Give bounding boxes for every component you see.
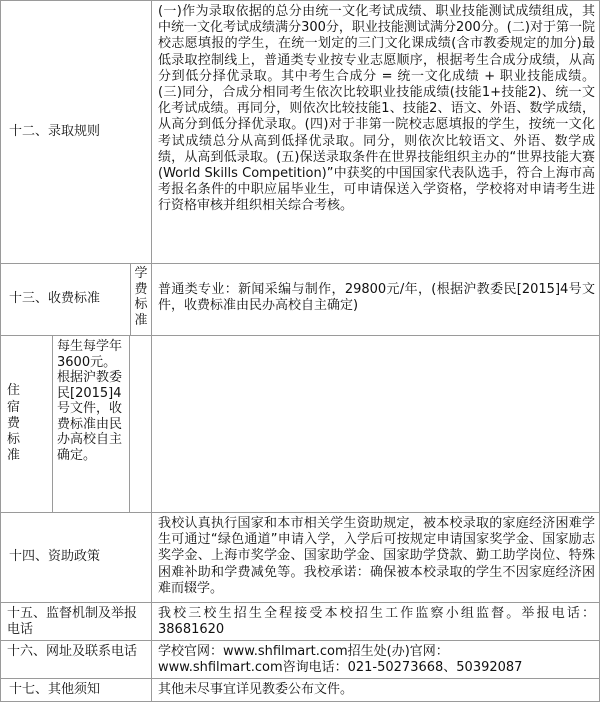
contact-phone-line: www.shfilmart.com咨询电话：021-50273668、50392087 [158,660,523,676]
website-line: 学校官网：www.shfilmart.com招生处(办)官网： [158,644,449,659]
admission-rules-content: (一)作为录取依据的总分由统一文化考试成绩、职业技能测试成绩组成，其中统一文化考试成绩满分300分，职业技能测试满分200分。(二)对于第一院校志愿填报的学生，在统一划定的三门文化课成绩(含市教委规定的加分)最低录取控制线上，普通类专业按专业志愿顺序，根据考生合成分成绩，从高分到低分择优录取。其中考生合成分 = 统一文化成绩 + 职业技能成绩。(三)同分，合成分相同考生依次比较职业技能成绩(技能1+技能2)、统一文化考试成绩。再同分，则依次比较技能1、技能2、语文、外语、数学成绩，从高分到低分择优录取。(四)对于非第一院校志愿填报的学生，按统一文化考试成绩总分从高到低择优录取。同分，则依次比较语文、外语、数学成绩，从高到低录取。(五)保送录取条件在世界技能组织主办的“世界技能大赛(World Skills Competition)”中获奖的中国国家代表队选手，符合上海市高考报名条件的中职应届毕业生，可申请保送入学资格，学校将对申请考生进行资格审核并组织相关综合考核。 [151,0,600,264]
dorm-fee-content: 每生每学年3600元。根据沪教委民[2015]4号文件，收费标准由民办高校自主确定。 [52,335,130,513]
row-label-financial-aid: 十四、资助政策 [0,512,152,603]
row-label-dorm-fee: 住宿费标准 [0,335,53,513]
label-text: 十二、录取规则 [9,123,101,139]
tuition-standard-sublabel: 学费标准 [130,263,152,336]
row-label-other-notes: 十七、其他须知 [0,678,152,702]
row-label-website-contact: 十六、网址及联系电话 [0,640,152,679]
row-label-fee-standard: 十三、收费标准 [0,263,131,336]
dorm-fee-empty-cell-1 [129,335,152,513]
financial-aid-content: 我校认真执行国家和本市相关学生资助规定，被本校录取的家庭经济困难学生可通过“绿色通道”申请入学，入学后可按规定申请国家奖学金、国家励志奖学金、上海市奖学金、国家助学金、国家助学贷款、勤工助学岗位、特殊困难补助和学费减免等。我校承诺：确保被本校录取的学生不因家庭经济困难而辍学。 [151,512,600,603]
supervision-content: 我校三校生招生全程接受本校招生工作监察小组监督。举报电话：38681620 [151,602,600,641]
other-notes-content: 其他未尽事宜详见教委公布文件。 [151,678,600,702]
row-label-supervision: 十五、监督机制及举报电话 [0,602,152,641]
tuition-content: 普通类专业：新闻采编与制作，29800元/年，(根据沪教委民[2015]4号文件，收费标准由民办高校自主确定) [151,263,600,336]
row-label-admission-rules [0,0,152,264]
dorm-fee-empty-cell-2 [151,335,600,513]
website-contact-content [151,640,600,679]
